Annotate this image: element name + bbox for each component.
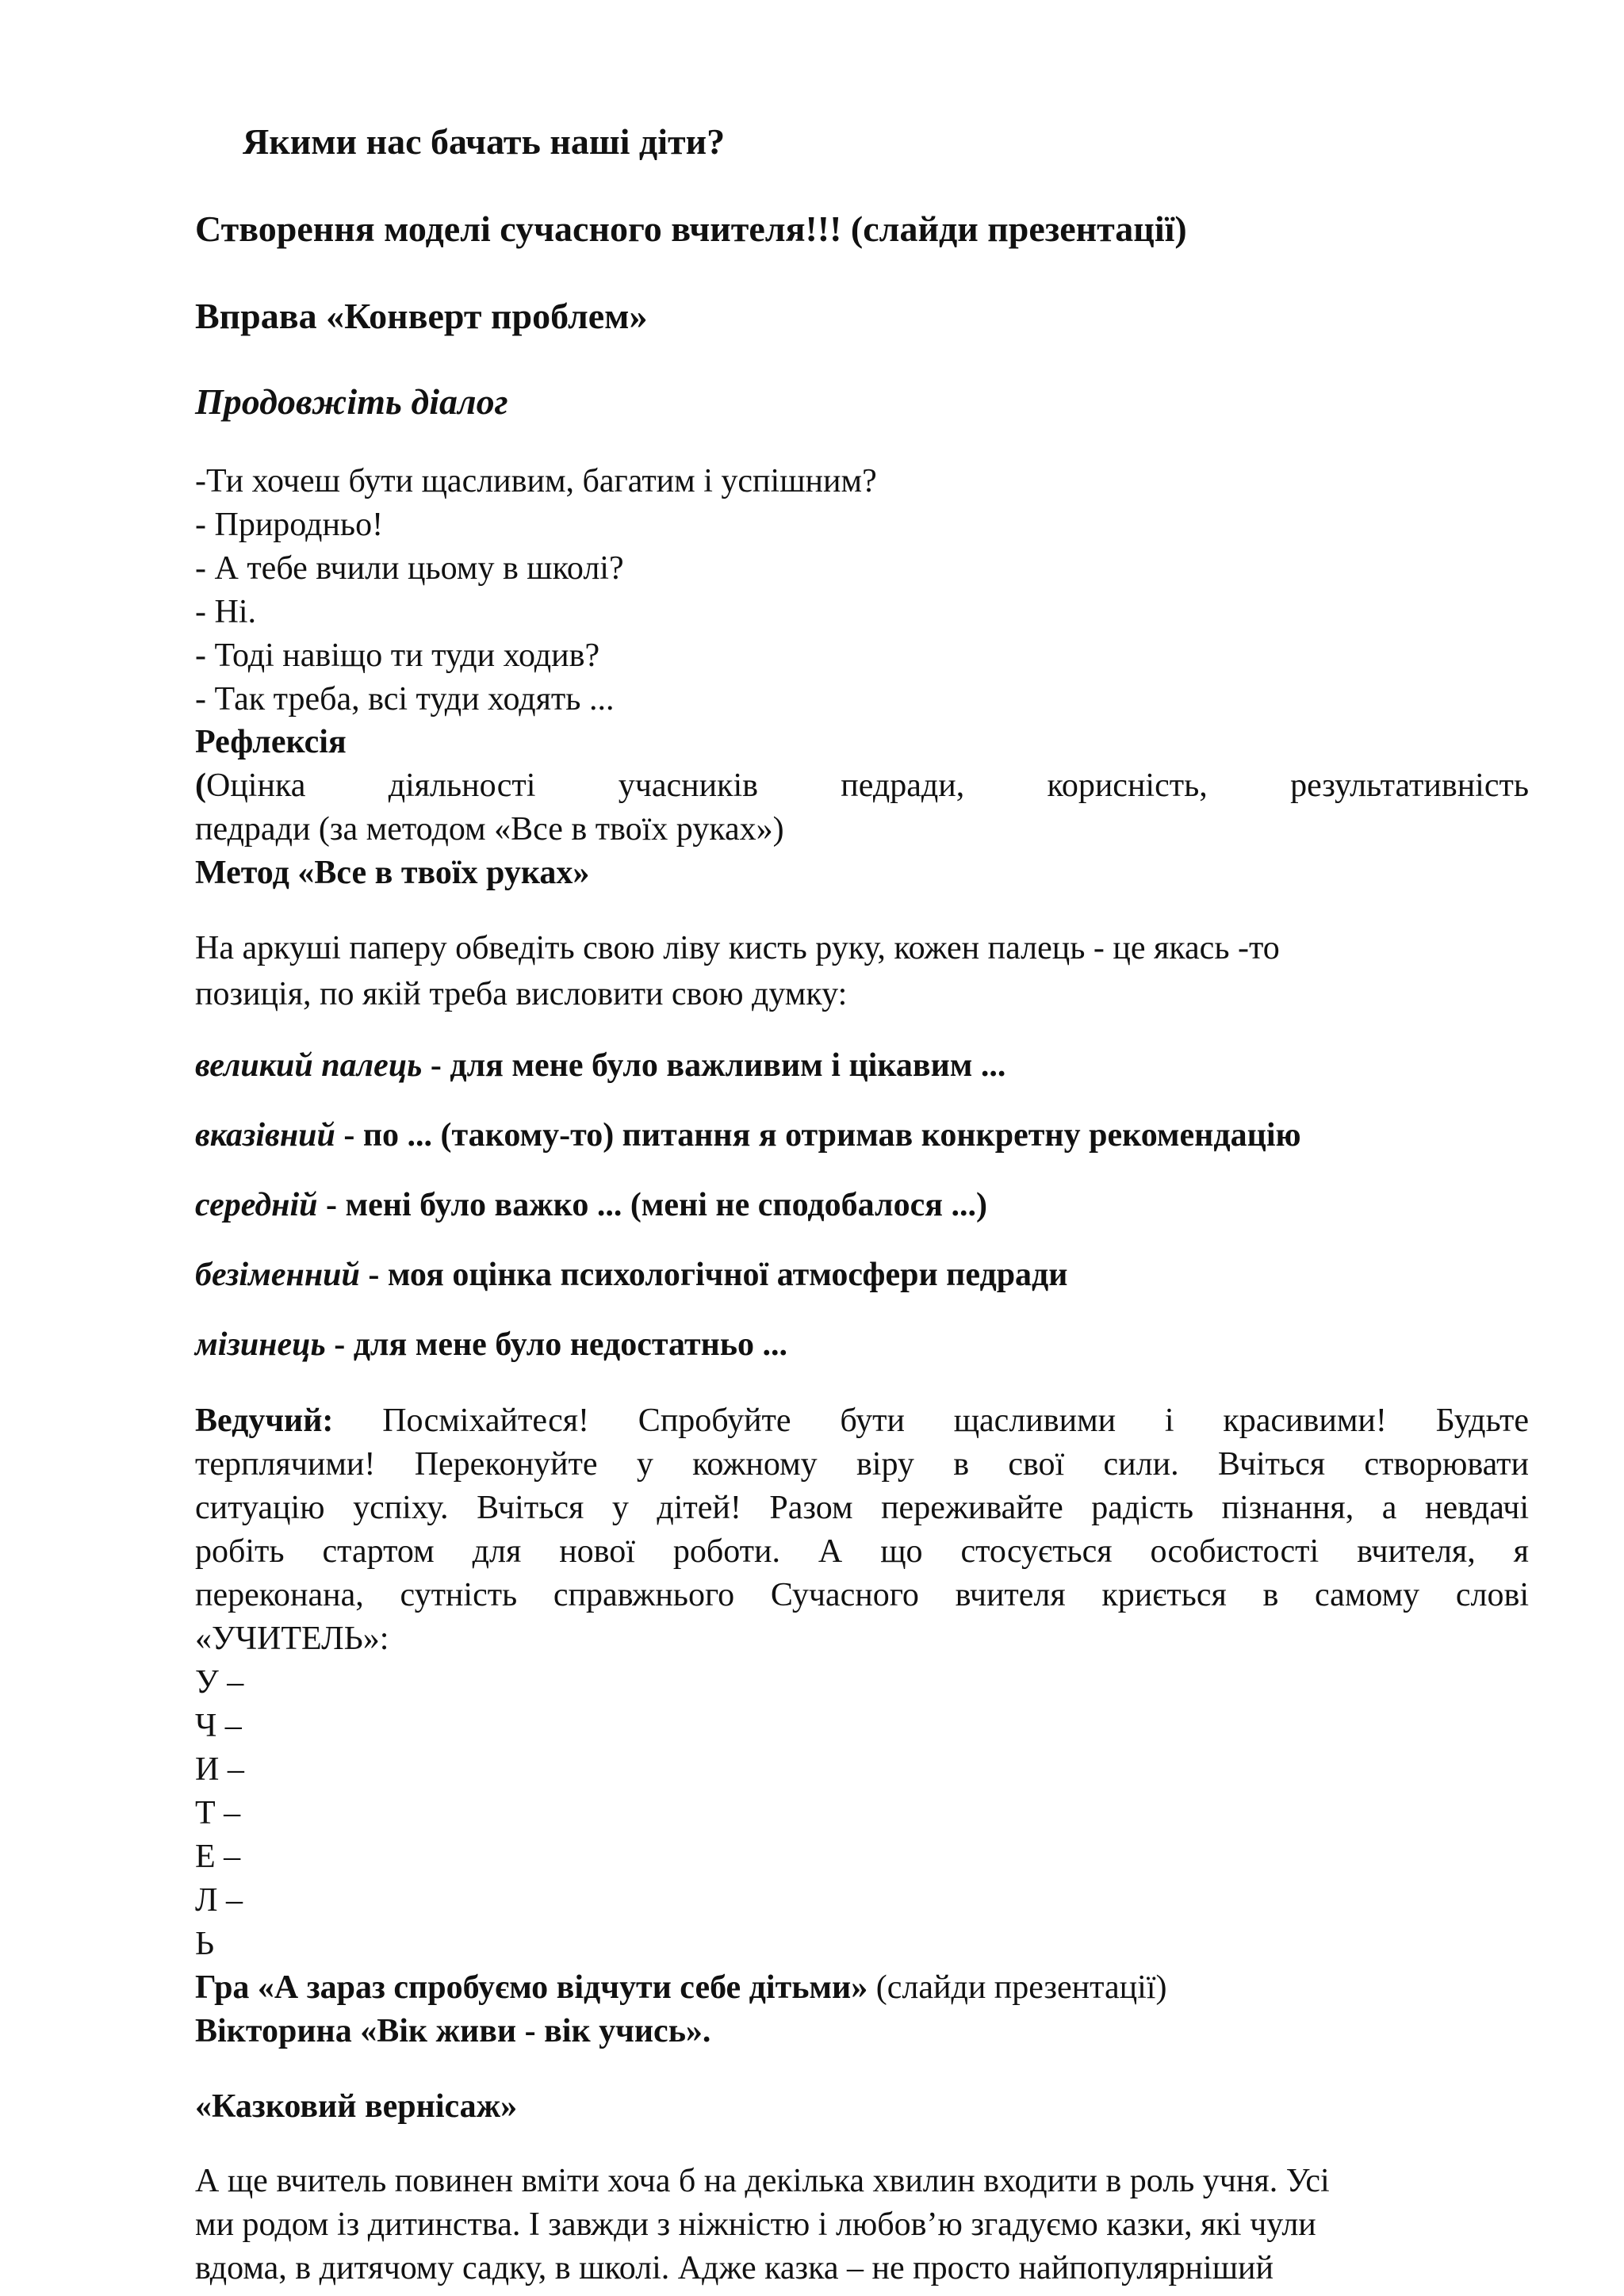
- heading-children-see: Якими нас бачать наші діти?: [243, 121, 726, 162]
- host-label: Ведучий:: [195, 1402, 334, 1439]
- finger-thumb: [195, 1047, 1005, 1085]
- acrostic-letter: Т –: [195, 1795, 241, 1831]
- method-instruction-1: На аркуші паперу обведіть свою ліву кисть руку, кожен палець - це якась -то: [195, 930, 1280, 966]
- finger-name: вказівний: [195, 1117, 335, 1154]
- finger-text: - мені було важко ... (мені не сподобалося ...): [317, 1187, 987, 1223]
- host-text: Посміхайтеся! Спробуйте бути щасливими і красивими! Будьте: [333, 1402, 1529, 1439]
- acrostic-letter: Е –: [195, 1839, 241, 1875]
- fairy-title: «Казковий вернісаж»: [195, 2088, 518, 2125]
- finger-text: - для мене було важливим і цікавим ...: [422, 1047, 1006, 1084]
- open-paren: (: [195, 767, 206, 804]
- dialogue-line: - Природньо!: [195, 507, 384, 543]
- acrostic-letter: У –: [195, 1664, 244, 1701]
- dialogue-line: - Тоді навіщо ти туди ходив?: [195, 637, 600, 674]
- finger-text: - по ... (такому-то) питання я отримав конкретну рекомендацію: [335, 1117, 1301, 1154]
- finger-name: великий палець: [195, 1047, 423, 1084]
- heading-envelope-exercise: Вправа «Конверт проблем»: [195, 296, 648, 336]
- finger-ring: [195, 1256, 1068, 1294]
- reflection-line-1: [195, 767, 1529, 805]
- reflection-title: Рефлексія: [195, 724, 347, 760]
- finger-text: - моя оцінка психологічної атмосфери педради: [359, 1257, 1068, 1293]
- finger-name: безіменний: [195, 1257, 360, 1293]
- host-line-1: [195, 1402, 1529, 1440]
- finger-text: - для мене було недостатньо ...: [325, 1326, 788, 1363]
- finger-index: [195, 1116, 1301, 1154]
- dialogue-line: -Ти хочеш бути щасливим, багатим і успішним?: [195, 463, 877, 499]
- host-line-2: терплячими! Переконуйте у кожному віру в свої сили. Вчіться створювати: [195, 1446, 1529, 1483]
- acrostic-letter: И –: [195, 1751, 244, 1788]
- dialogue-line: - Так треба, всі туди ходять ...: [195, 681, 615, 718]
- host-line-3: ситуацію успіху. Вчіться у дітей! Разом переживайте радість пізнання, а невдачі: [195, 1490, 1529, 1526]
- reflection-text: Оцінка діяльності учасників педради, корисність, результативність: [206, 767, 1529, 804]
- game-note: (слайди презентації): [868, 1969, 1167, 2006]
- reflection-line-2: педради (за методом «Все в твоїх руках»): [195, 811, 784, 848]
- game-line: [195, 1969, 1166, 2007]
- finger-name: мізинець: [195, 1326, 326, 1363]
- host-line-6: «УЧИТЕЛЬ»:: [195, 1621, 389, 1657]
- host-line-4: робіть стартом для нової роботи. А що стосується особистості вчителя, я: [195, 1533, 1529, 1570]
- acrostic-letter: Ь: [195, 1926, 215, 1962]
- acrostic-letter: Ч –: [195, 1708, 242, 1744]
- finger-middle: [195, 1186, 987, 1224]
- finger-name: середній: [195, 1187, 318, 1223]
- game-title: Гра «А зараз спробуємо відчути себе дітьми»: [195, 1969, 868, 2006]
- method-title: Метод «Все в твоїх руках»: [195, 855, 590, 891]
- host-line-5: переконана, сутність справжнього Сучасного вчителя криється в самому слові: [195, 1577, 1529, 1613]
- method-instruction-2: позиція, по якій треба висловити свою думку:: [195, 976, 848, 1012]
- fairy-line-1: А ще вчитель повинен вміти хоча б на декілька хвилин входити в роль учня. Усі: [195, 2163, 1330, 2199]
- dialogue-line: - Ні.: [195, 594, 256, 630]
- heading-continue-dialogue: Продовжіть діалог: [195, 381, 508, 422]
- fairy-line-3: вдома, в дитячому садку, в школі. Адже казка – не просто найпопулярніший: [195, 2250, 1274, 2286]
- fairy-line-2: ми родом із дитинства. І завжди з ніжністю і любов’ю згадуємо казки, які чули: [195, 2206, 1316, 2243]
- finger-pinky: [195, 1326, 787, 1364]
- heading-teacher-model: Створення моделі сучасного вчителя!!! (слайди презентації): [195, 209, 1187, 249]
- acrostic-letter: Л –: [195, 1882, 243, 1919]
- quiz-line: Вікторина «Вік живи - вік учись».: [195, 2013, 711, 2049]
- dialogue-line: - А тебе вчили цьому в школі?: [195, 550, 624, 587]
